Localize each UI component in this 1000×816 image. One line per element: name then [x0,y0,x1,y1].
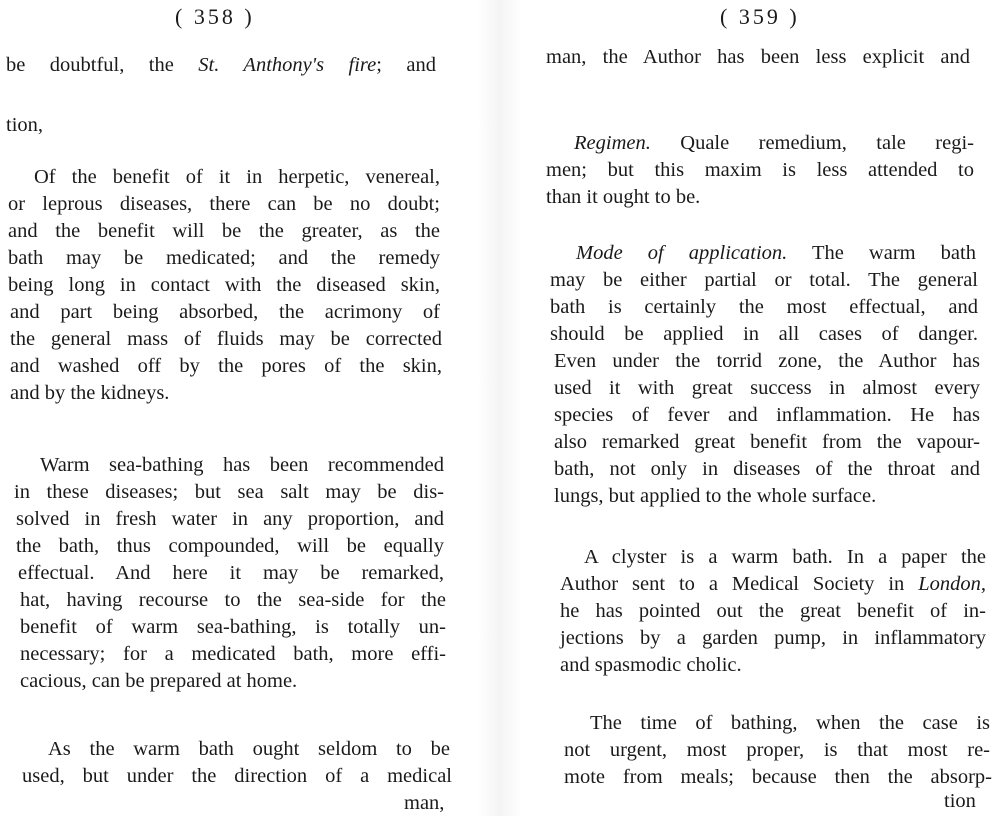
text-line: The time of bathing, when the case is [590,712,990,734]
text-line: Warm sea-bathing has been recommended [40,454,444,476]
text-line: A clyster is a warm bath. In a paper the [584,546,986,568]
text-line: and part being absorbed, the acrimony of [10,301,440,323]
text-line: Regimen. Quale remedium, tale regi- [574,132,974,154]
text-line: and spasmodic cholic. [560,654,742,676]
text-line: used, but under the direction of a medical [22,765,452,787]
text-line: than it ought to be. [546,186,701,208]
text-line: effectual. And here it may be remarked, [18,562,444,584]
left-page [0,0,480,816]
text-line: and the benefit will be the greater, as the [8,220,440,242]
text-line: man, [404,792,445,814]
text-line: also remarked great benefit from the vapour- [554,431,980,453]
right-page [520,0,1000,816]
text-line: and by the kidneys. [10,382,170,404]
text-line: Mode of application. The warm bath [576,242,976,264]
text-line: used it with great success in almost every [554,377,980,399]
book-gutter [478,0,522,816]
text-line: As the warm bath ought seldom to be [48,738,450,760]
text-line: should be applied in all cases of danger. [550,323,978,345]
text-line: bath may be medicated; and the remedy [8,247,440,269]
text-line: cacious, can be prepared at home. [20,670,298,692]
text-line: solved in fresh water in any proportion, and [16,508,444,530]
page-number: ( 358 ) [175,4,255,29]
text-line: the general mass of fluids may be corrected [10,328,442,350]
page-number: ( 359 ) [720,4,800,29]
text-line: men; but this maxim is less attended to [546,159,974,181]
text-line: Author sent to a Medical Society in London, [560,573,986,595]
text-line: or leprous diseases, there can be no doubt; [8,193,440,215]
text-line: being long in contact with the diseased skin, [8,274,440,296]
text-line: he has pointed out the great benefit of in- [560,600,986,622]
text-line: Of the benefit of it in herpetic, venereal, [34,166,440,188]
text-line: and washed off by the pores of the skin, [10,355,442,377]
text-line: man, the Author has been less explicit and [546,46,970,68]
text-line: benefit of warm sea-bathing, is totally un- [20,616,446,638]
text-line: jections by a garden pump, in inflammatory [560,627,986,649]
text-line: hat, having recourse to the sea-side for the [20,589,446,611]
text-line: mote from meals; because then the absorp- [564,766,992,788]
text-line: tion, [6,114,44,136]
text-line: the bath, thus compounded, will be equally [16,535,444,557]
text-line: lungs, but applied to the whole surface. [554,485,877,507]
text-line: species of fever and inflammation. He has [554,404,980,426]
text-line: bath, not only in diseases of the throat and [554,458,980,480]
text-line: necessary; for a medicated bath, more effi- [20,643,446,665]
text-line: tion [944,790,976,812]
text-line: may be either partial or total. The general [550,269,978,291]
text-line: in these diseases; but sea salt may be dis- [14,481,444,503]
text-line: be doubtful, the St. Anthony's fire; and [6,54,436,76]
text-line: not urgent, most proper, is that most re- [564,739,990,761]
text-line: bath is certainly the most effectual, and [550,296,978,318]
text-line: Even under the torrid zone, the Author has [554,350,980,372]
